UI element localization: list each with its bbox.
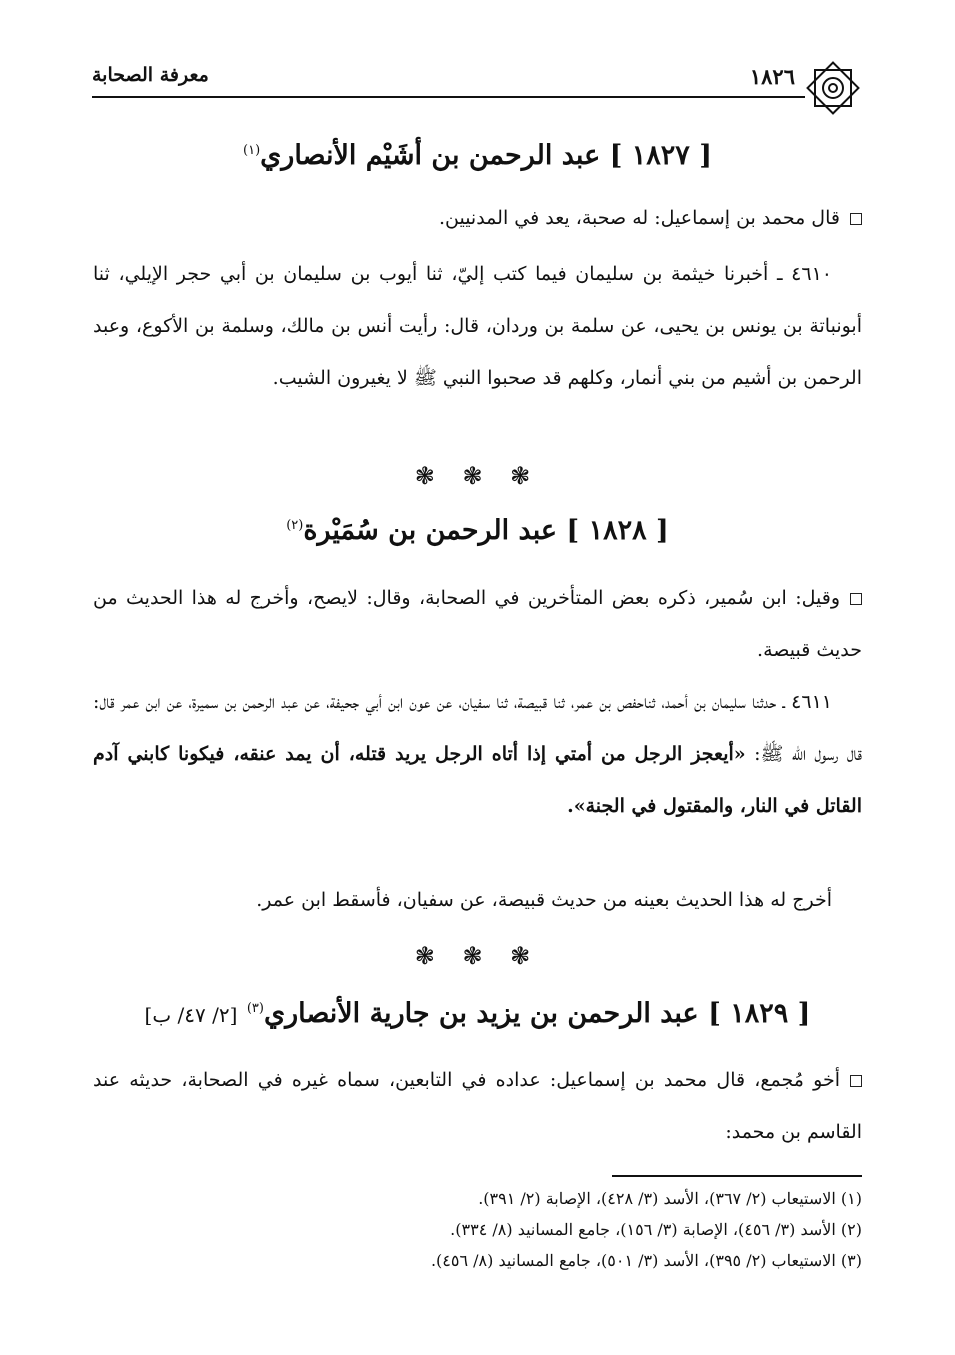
footnote-item: (١) الاستيعاب (٢/ ٣٦٧)، الأسد (٣/ ٤٢٨)، الإصابة (٢/ ٣٩١). [478, 1189, 862, 1208]
section-separator: ❃ ❃ ❃ [414, 462, 541, 490]
square-bullet-icon [850, 1075, 862, 1087]
entry-name: عبد الرحمن بن أشَيْم الأنصاري [260, 140, 601, 171]
footnotes [93, 1183, 862, 1276]
footnote-rule [612, 1175, 862, 1177]
section-separator: ❃ ❃ ❃ [414, 942, 541, 970]
entry-intro-text: أخو مُجمع، قال محمد بن إسماعيل: عداده في التابعين، سماه غيره في الصحابة، حديثه عند القاسم بن محمد: [93, 1069, 862, 1143]
entry-heading [93, 140, 862, 171]
entry-name: عبد الرحمن بن يزيد بن جارية الأنصاري [263, 998, 699, 1029]
entry-heading [93, 515, 862, 546]
page-number: ١٨٢٦ [749, 64, 795, 89]
entry-heading [93, 998, 862, 1029]
hadith-chain: ٤٦١١ ـ حدثنا سليمان بن أحمد، ثناحفص بن عمر، ثنا قبيصة، ثنا سفيان، عن عون ابن أبي جحيفة، عن عبد الرحمن بن سميرة، عن ابن عمر قال: قال رسول الله ﷺ: [93, 691, 862, 765]
hadith-matn: «أيعجز الرجل من أمتي إذا أتاه الرجل يريد قتله، أن يمد عنقه، فيكونا كابني آدم القاتل في النار، والمقتول في الجنة». [93, 743, 862, 817]
entry-name: عبد الرحمن بن سُمَيْرة [303, 515, 557, 546]
entry-number: [ ١٨٢٩ ] [708, 998, 811, 1029]
footnote-item: (٣) الاستيعاب (٢/ ٣٩٥)، الأسد (٣/ ٥٠١)، جامع المسانيد (٨/ ٤٥٦). [430, 1251, 862, 1270]
entry-number: [ ١٨٢٨ ] [566, 515, 669, 546]
square-bullet-icon [850, 593, 862, 605]
entry-intro [93, 1054, 862, 1158]
hadith-text: ٤٦١٠ ـ أخبرنا خيثمة بن سليمان فيما كتب إليّ، ثنا أيوب بن سليمان بن أبي حجر الإيلي، ثنا أبونباتة بن يونس بن يحيى، عن سلمة بن وردان، قال: رأيت أنس بن مالك، وسلمة بن الأكوع، وعبد الرحمن بن أشيم من بني أنمار، وكلهم قد صحبوا النبي ﷺ لا يغيرون الشيب. [93, 263, 862, 389]
hadith-text [93, 676, 862, 832]
entry-intro [93, 572, 862, 676]
footnote-marker: (٢) [286, 518, 304, 533]
entry-number: [ ١٨٢٧ ] [609, 140, 712, 171]
header-rule [92, 96, 805, 98]
entry-intro [93, 192, 862, 244]
entry-note: أخرج له هذا الحديث بعينه من حديث قبيصة، عن سفيان، فأسقط ابن عمر. [256, 889, 832, 911]
octagram-ornament-icon [803, 58, 863, 118]
footnote-item: (٢) الأسد (٣/ ٤٥٦)، الإصابة (٣/ ١٥٦)، جامع المسانيد (٨/ ٣٣٤). [450, 1220, 862, 1239]
footnote-marker: (٣) [246, 1001, 264, 1016]
entry-intro-text: قال محمد بن إسماعيل: له صحبة، يعد في المدنيين. [438, 207, 840, 229]
manuscript-reference: [٢/ ٤٧/ ب] [144, 1003, 238, 1027]
entry-intro-text: وقيل: ابن سُمير، ذكره بعض المتأخرين في الصحابة، وقال: لايصح، وأخرج له هذا الحديث من حديث قبيصة. [93, 587, 862, 661]
footnote-marker: (١) [243, 143, 261, 158]
running-title: معرفة الصحابة [92, 64, 209, 86]
square-bullet-icon [850, 213, 862, 225]
